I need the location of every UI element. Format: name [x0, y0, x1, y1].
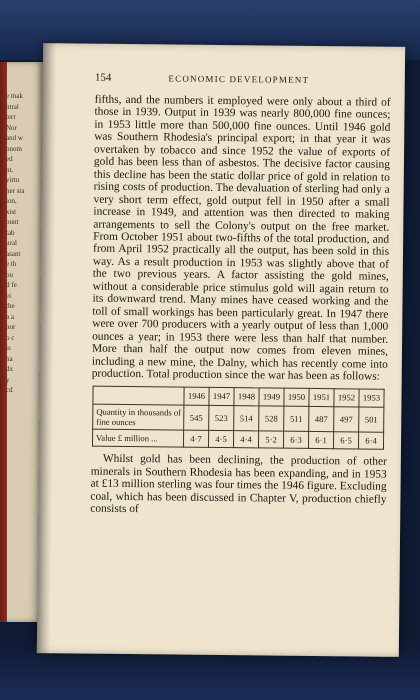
table-cell: 487 — [309, 406, 334, 431]
running-head — [95, 72, 383, 89]
table-row-value — [92, 429, 383, 449]
table-cell: 6·4 — [358, 432, 383, 450]
table-corner — [93, 387, 184, 405]
year-header: 1948 — [234, 388, 259, 406]
year-header: 1946 — [184, 388, 209, 406]
left-page-fragment: ou — [6, 270, 13, 279]
body-text — [90, 94, 390, 519]
left-page-fragment: cd — [6, 386, 13, 394]
left-page-fragment: is — [6, 344, 11, 352]
left-page-fragment: terr — [6, 113, 16, 121]
book-page — [37, 43, 405, 657]
page-number: 154 — [94, 71, 112, 84]
left-page-fragment: xist — [6, 207, 17, 216]
table-cell: 497 — [334, 407, 359, 432]
left-page-fragment: nor — [6, 323, 16, 331]
table-cell: 528 — [259, 406, 284, 431]
table-cell: 6·3 — [283, 431, 308, 449]
left-page-fragment: ei — [6, 291, 12, 300]
paragraph-other-minerals: Whilst gold has been declining, the production of other minerals in Southern Rhodesia has been expanding, and in 1953 at £13 million sterling was four times the 1946 figure. Excluding coal, which has been discussed in Chapter V, production chiefly consists of — [90, 453, 387, 516]
left-page-fragment: ed — [6, 155, 13, 163]
year-header: 1952 — [334, 389, 359, 407]
table-cell: 4·7 — [183, 430, 208, 448]
table-cell: 511 — [284, 406, 309, 431]
year-header: 1947 — [209, 388, 234, 406]
row-label: Value £ million ... — [92, 429, 183, 447]
left-page-fragment: e mak — [6, 92, 23, 100]
left-page-fragment: d fe — [6, 281, 17, 289]
left-page-fragment: y — [6, 375, 10, 384]
table-cell: 523 — [209, 405, 234, 430]
year-header: 1951 — [309, 389, 334, 407]
left-page-fragment: ion, — [6, 197, 17, 205]
left-page-fragment: onom — [6, 144, 22, 153]
left-page-fragment: a a — [6, 312, 14, 321]
table-cell: 6·1 — [308, 431, 333, 449]
year-header: 1953 — [359, 389, 384, 407]
left-page-fragment: virtu — [6, 176, 20, 184]
table-cell: 501 — [359, 407, 384, 432]
left-page-fragment: nt. — [6, 165, 14, 174]
year-header: 1949 — [259, 388, 284, 406]
left-page-fragment: tab — [6, 228, 15, 237]
left-page-fragment: and w — [6, 134, 23, 142]
table-cell: 4·5 — [208, 430, 233, 448]
table-cell: 6·5 — [333, 432, 358, 450]
production-table — [92, 386, 385, 450]
left-page-fragment: ount — [6, 218, 19, 226]
row-label: Quantity in thousands of fine ounces — [93, 404, 184, 430]
left-page-fragment: e th — [6, 260, 17, 268]
left-page-fragment: ural — [6, 239, 17, 247]
year-header: 1950 — [284, 389, 309, 407]
left-page-fragment: Nor — [6, 123, 17, 132]
left-page-fragment: dx — [6, 365, 13, 373]
left-page-fragment: ntral — [6, 102, 19, 111]
table-cell: 4·4 — [233, 431, 258, 449]
table-row-quantity — [93, 404, 384, 432]
left-page-fragment: the — [6, 302, 15, 310]
paragraph-gold-output: fifths, and the numbers it employed were only about a third of those in 1939. Output in 1939 was nearly 800,000 fine ounces; in 1953 little more than 500,000 fine ounces. Until 1946 gold was Southern Rhodesia's principal export; in that year it was overtaken by tobacco and since 1952 the value of exports of gold has been less than of asbestos. The decisive factor causing this decline has been the static dollar price of gold in relation to rising costs of production. The devaluation of sterling had only a very short term effect, gold output fell in 1950 after a small increase in 1949, and attention was then directed to making arrangements to sell the Colony's output on the free market. From October 1951 about two-fifths of the total production, and from April 1952 practically all the output, has been sold in this way. As a result production in 1953 was slightly above that of the two previous years. A factor assisting the gold mines, without a considerable price stimulus gold will again return to its downward trend. Many mines have ceased working and the toll of small workings has been particularly great. In 1947 there were over 700 producers with a yearly output of less than 1,000 ounces a year; in 1953 there were less than half that number. More than half the output now comes from eleven mines, including a new mine, the Dalny, which has recently come into production. Total production since the war has been as follows: — [91, 93, 391, 383]
left-page-fragment: her sta — [6, 186, 25, 195]
left-page-fragment: o c — [6, 333, 15, 342]
chapter-header: ECONOMIC DEVELOPMENT — [168, 73, 310, 85]
left-page-fragment: asant — [6, 249, 21, 258]
left-page-fragment: ha — [6, 354, 13, 363]
table-cell: 5·2 — [258, 431, 283, 449]
table-cell: 514 — [234, 406, 259, 431]
table-cell: 545 — [184, 405, 209, 430]
